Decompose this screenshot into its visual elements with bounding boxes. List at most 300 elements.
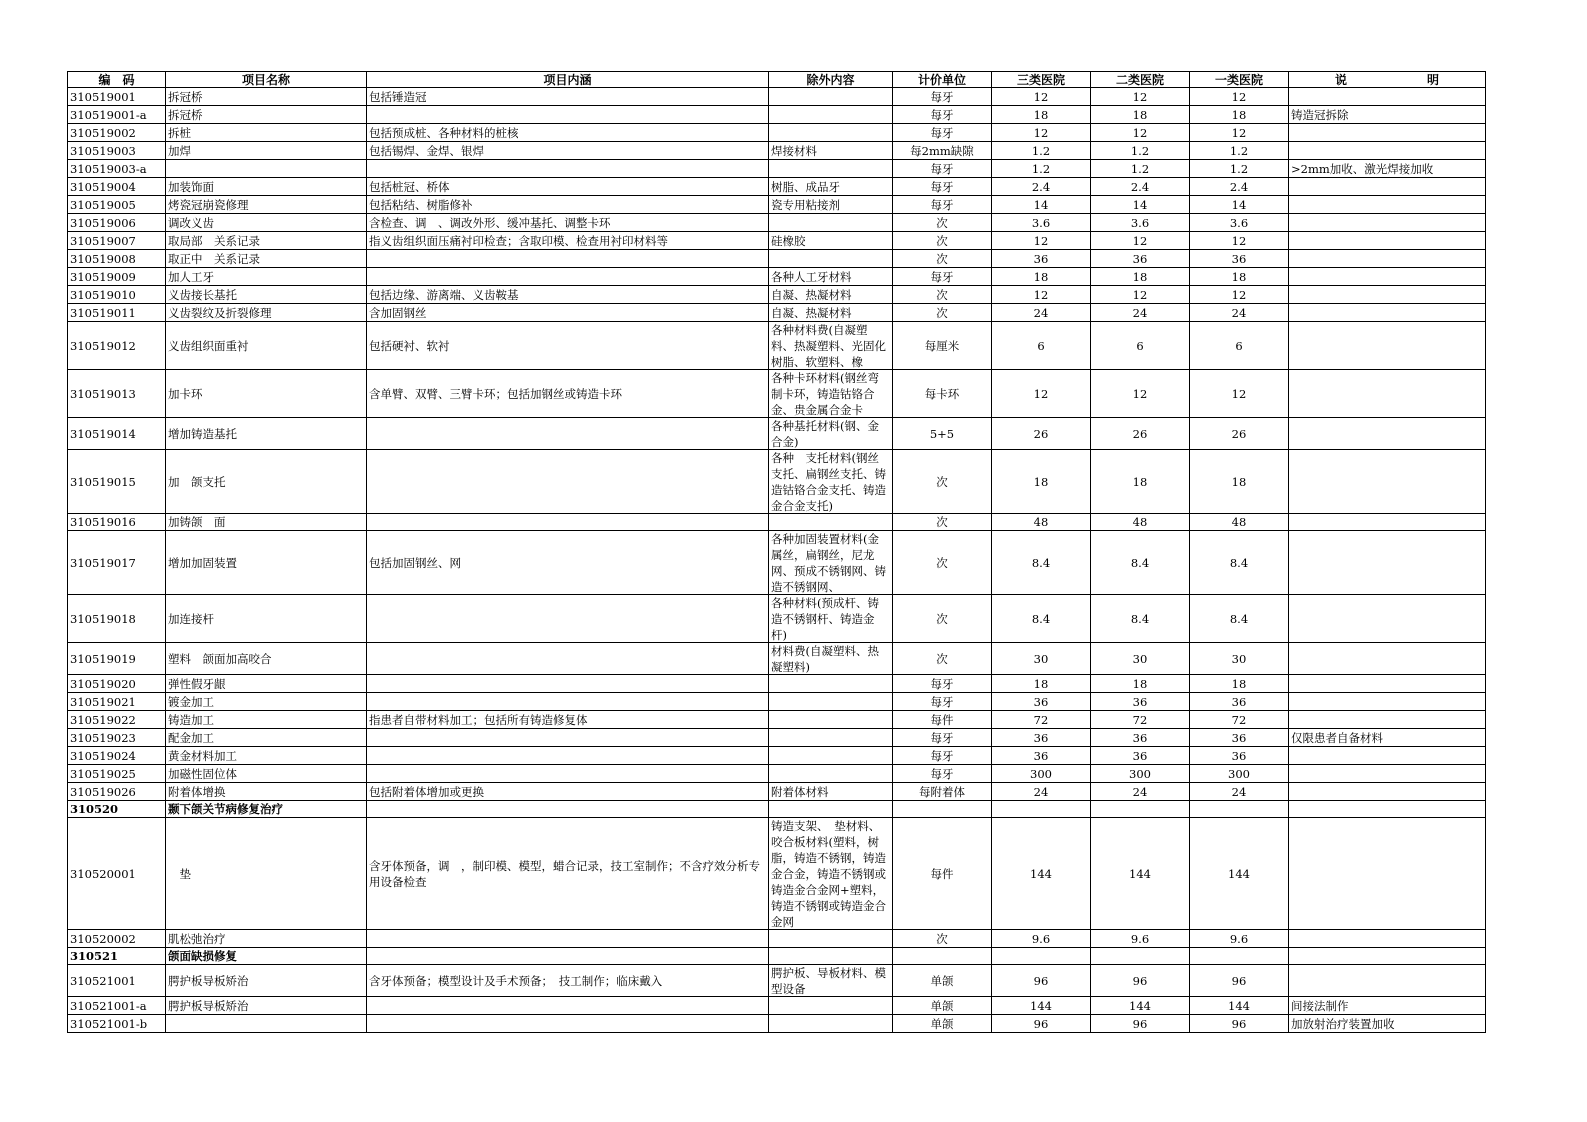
cell-excluded bbox=[769, 595, 893, 643]
cell-price-tier3: 2.4 bbox=[992, 178, 1091, 196]
cell-price-tier2 bbox=[1091, 948, 1190, 965]
cell-price-tier2: 6 bbox=[1091, 322, 1190, 370]
cell-code: 310519005 bbox=[68, 196, 166, 214]
cell-text: 铸造支架、 垫材料、咬合板材料(塑料，树脂，铸造不锈钢，铸造金合金，铸造不锈钢或铸造金合金网+塑料，铸造不锈钢或铸造金合金网 bbox=[771, 819, 886, 929]
cell-name: 调改义齿 bbox=[166, 214, 367, 232]
cell-price-tier1: 96 bbox=[1190, 965, 1289, 997]
cell-content bbox=[367, 106, 769, 124]
cell-price-tier1: 2.4 bbox=[1190, 178, 1289, 196]
cell-name: 义齿接长基托 bbox=[166, 286, 367, 304]
cell-name: 加装饰面 bbox=[166, 178, 367, 196]
cell-price-tier2: 36 bbox=[1091, 250, 1190, 268]
cell-price-tier2: 12 bbox=[1091, 286, 1190, 304]
cell-code: 310519003 bbox=[68, 142, 166, 160]
cell-price-tier1: 300 bbox=[1190, 765, 1289, 783]
cell-name: 烤瓷冠崩瓷修理 bbox=[166, 196, 367, 214]
cell-price-tier2: 144 bbox=[1091, 997, 1190, 1015]
cell-content bbox=[367, 930, 769, 948]
cell-code: 310519011 bbox=[68, 304, 166, 322]
col-header-tier2: 二类医院 bbox=[1091, 72, 1190, 88]
cell-name: 黄金材料加工 bbox=[166, 747, 367, 765]
cell-text: 各种材料(预成杆、铸造不锈钢杆、铸造金杆) bbox=[771, 596, 879, 642]
table-row bbox=[68, 643, 1486, 675]
cell-price-tier1: 18 bbox=[1190, 675, 1289, 693]
cell-price-tier1: 1.2 bbox=[1190, 160, 1289, 178]
table-row bbox=[68, 765, 1486, 783]
col-header-notes bbox=[1289, 72, 1486, 88]
cell-price-tier3: 18 bbox=[992, 675, 1091, 693]
cell-price-tier2: 36 bbox=[1091, 747, 1190, 765]
cell-unit: 次 bbox=[893, 214, 992, 232]
cell-code: 310519004 bbox=[68, 178, 166, 196]
cell-text: 含牙体预备，调 ，制印模、模型，蜡合记录，技工室制作；不含疗效分析专用设备检查 bbox=[369, 858, 760, 889]
cell-content bbox=[367, 801, 769, 818]
table-row bbox=[68, 196, 1486, 214]
cell-code: 310519019 bbox=[68, 643, 166, 675]
cell-name: 弹性假牙龈 bbox=[166, 675, 367, 693]
cell-price-tier3: 36 bbox=[992, 693, 1091, 711]
cell-name: 铸造加工 bbox=[166, 711, 367, 729]
table-row bbox=[68, 783, 1486, 801]
cell-notes bbox=[1289, 818, 1486, 930]
cell-excluded bbox=[769, 531, 893, 595]
cell-name: 拆冠桥 bbox=[166, 88, 367, 106]
cell-price-tier1: 9.6 bbox=[1190, 930, 1289, 948]
cell-price-tier1 bbox=[1190, 801, 1289, 818]
cell-code: 310519001-a bbox=[68, 106, 166, 124]
cell-price-tier1: 12 bbox=[1190, 88, 1289, 106]
cell-content bbox=[367, 160, 769, 178]
cell-notes bbox=[1289, 232, 1486, 250]
cell-unit: 次 bbox=[893, 930, 992, 948]
cell-name: 义齿组织面重衬 bbox=[166, 322, 367, 370]
cell-content bbox=[367, 250, 769, 268]
cell-unit: 每件 bbox=[893, 711, 992, 729]
cell-price-tier2: 36 bbox=[1091, 693, 1190, 711]
cell-unit: 每牙 bbox=[893, 729, 992, 747]
cell-unit: 每牙 bbox=[893, 124, 992, 142]
cell-price-tier1: 36 bbox=[1190, 747, 1289, 765]
cell-price-tier2: 12 bbox=[1091, 124, 1190, 142]
cell-content bbox=[367, 450, 769, 514]
cell-price-tier1: 8.4 bbox=[1190, 595, 1289, 643]
cell-excluded bbox=[769, 818, 893, 930]
cell-price-tier1: 1.2 bbox=[1190, 142, 1289, 160]
cell-price-tier3: 30 bbox=[992, 643, 1091, 675]
cell-excluded bbox=[769, 747, 893, 765]
cell-price-tier2: 8.4 bbox=[1091, 531, 1190, 595]
cell-notes bbox=[1289, 783, 1486, 801]
table-header-row bbox=[68, 72, 1486, 88]
cell-notes bbox=[1289, 643, 1486, 675]
cell-content: 包括边缘、游离端、义齿鞍基 bbox=[367, 286, 769, 304]
cell-excluded bbox=[769, 711, 893, 729]
cell-price-tier2: 9.6 bbox=[1091, 930, 1190, 948]
cell-name: 加 颌支托 bbox=[166, 450, 367, 514]
cell-price-tier3: 9.6 bbox=[992, 930, 1091, 948]
cell-excluded bbox=[769, 322, 893, 370]
cell-unit bbox=[893, 948, 992, 965]
cell-unit: 每牙 bbox=[893, 178, 992, 196]
cell-code: 310520 bbox=[68, 801, 166, 818]
cell-price-tier1: 36 bbox=[1190, 693, 1289, 711]
cell-price-tier2: 18 bbox=[1091, 268, 1190, 286]
cell-price-tier3: 26 bbox=[992, 418, 1091, 450]
cell-name: 取正中 关系记录 bbox=[166, 250, 367, 268]
cell-unit: 每牙 bbox=[893, 88, 992, 106]
cell-price-tier3: 96 bbox=[992, 1015, 1091, 1033]
cell-notes bbox=[1289, 450, 1486, 514]
cell-unit: 次 bbox=[893, 643, 992, 675]
cell-price-tier2: 1.2 bbox=[1091, 160, 1190, 178]
table-row bbox=[68, 965, 1486, 997]
cell-content: 指义齿组织面压痛衬印检查；含取印模、检查用衬印材料等 bbox=[367, 232, 769, 250]
cell-excluded bbox=[769, 729, 893, 747]
cell-price-tier2: 72 bbox=[1091, 711, 1190, 729]
cell-price-tier2: 12 bbox=[1091, 370, 1190, 418]
cell-excluded: 树脂、成品牙 bbox=[769, 178, 893, 196]
cell-content bbox=[367, 595, 769, 643]
cell-code: 310519014 bbox=[68, 418, 166, 450]
cell-excluded bbox=[769, 106, 893, 124]
cell-price-tier2: 12 bbox=[1091, 232, 1190, 250]
table-row bbox=[68, 178, 1486, 196]
cell-price-tier3: 6 bbox=[992, 322, 1091, 370]
cell-content bbox=[367, 729, 769, 747]
cell-code: 310519006 bbox=[68, 214, 166, 232]
cell-price-tier2: 300 bbox=[1091, 765, 1190, 783]
table-row bbox=[68, 675, 1486, 693]
cell-name: 肌松弛治疗 bbox=[166, 930, 367, 948]
cell-excluded bbox=[769, 675, 893, 693]
cell-price-tier1: 14 bbox=[1190, 196, 1289, 214]
cell-excluded bbox=[769, 514, 893, 531]
cell-code: 310519016 bbox=[68, 514, 166, 531]
cell-price-tier2: 18 bbox=[1091, 450, 1190, 514]
cell-price-tier3: 12 bbox=[992, 286, 1091, 304]
cell-content bbox=[367, 948, 769, 965]
cell-price-tier3: 18 bbox=[992, 268, 1091, 286]
col-header-excluded: 除外内容 bbox=[769, 72, 893, 88]
cell-excluded bbox=[769, 370, 893, 418]
cell-name: 加连接杆 bbox=[166, 595, 367, 643]
cell-name: 腭护板导板矫治 bbox=[166, 997, 367, 1015]
cell-price-tier1: 3.6 bbox=[1190, 214, 1289, 232]
cell-unit: 5+5 bbox=[893, 418, 992, 450]
cell-excluded bbox=[769, 643, 893, 675]
cell-price-tier2: 30 bbox=[1091, 643, 1190, 675]
cell-price-tier3: 24 bbox=[992, 304, 1091, 322]
cell-unit: 每牙 bbox=[893, 268, 992, 286]
cell-code: 310521001-b bbox=[68, 1015, 166, 1033]
cell-excluded bbox=[769, 450, 893, 514]
cell-price-tier1: 8.4 bbox=[1190, 531, 1289, 595]
table-row bbox=[68, 711, 1486, 729]
cell-price-tier3: 48 bbox=[992, 514, 1091, 531]
cell-code: 310519017 bbox=[68, 531, 166, 595]
cell-text: 各种卡环材料(钢丝弯制卡环，铸造钴铬合金、贵金属合金卡 bbox=[771, 371, 879, 417]
table-row bbox=[68, 268, 1486, 286]
cell-unit: 次 bbox=[893, 450, 992, 514]
cell-price-tier3: 18 bbox=[992, 106, 1091, 124]
cell-unit: 每附着体 bbox=[893, 783, 992, 801]
cell-name: 增加加固装置 bbox=[166, 531, 367, 595]
table-row bbox=[68, 729, 1486, 747]
cell-price-tier3: 3.6 bbox=[992, 214, 1091, 232]
cell-excluded bbox=[769, 160, 893, 178]
cell-notes bbox=[1289, 304, 1486, 322]
cell-unit: 每牙 bbox=[893, 160, 992, 178]
cell-content bbox=[367, 268, 769, 286]
cell-price-tier1: 18 bbox=[1190, 268, 1289, 286]
cell-code: 310519023 bbox=[68, 729, 166, 747]
cell-notes bbox=[1289, 711, 1486, 729]
cell-price-tier3: 36 bbox=[992, 747, 1091, 765]
cell-notes: 加放射治疗装置加收 bbox=[1289, 1015, 1486, 1033]
cell-price-tier2: 12 bbox=[1091, 88, 1190, 106]
cell-name bbox=[166, 160, 367, 178]
cell-notes bbox=[1289, 418, 1486, 450]
cell-notes bbox=[1289, 801, 1486, 818]
cell-price-tier2: 14 bbox=[1091, 196, 1190, 214]
cell-price-tier1: 18 bbox=[1190, 106, 1289, 124]
cell-name: 取局部 关系记录 bbox=[166, 232, 367, 250]
cell-price-tier1: 12 bbox=[1190, 232, 1289, 250]
cell-unit: 每牙 bbox=[893, 747, 992, 765]
cell-content bbox=[367, 675, 769, 693]
cell-price-tier3: 18 bbox=[992, 450, 1091, 514]
cell-price-tier2 bbox=[1091, 801, 1190, 818]
cell-notes bbox=[1289, 196, 1486, 214]
cell-content: 指患者自带材料加工；包括所有铸造修复体 bbox=[367, 711, 769, 729]
cell-price-tier1: 12 bbox=[1190, 370, 1289, 418]
cell-notes: 仅限患者自备材料 bbox=[1289, 729, 1486, 747]
cell-code: 310519010 bbox=[68, 286, 166, 304]
cell-notes bbox=[1289, 514, 1486, 531]
cell-excluded bbox=[769, 965, 893, 997]
cell-code: 310519015 bbox=[68, 450, 166, 514]
cell-excluded bbox=[769, 1015, 893, 1033]
cell-price-tier2: 96 bbox=[1091, 965, 1190, 997]
cell-code: 310519002 bbox=[68, 124, 166, 142]
cell-name bbox=[166, 1015, 367, 1033]
cell-notes bbox=[1289, 675, 1486, 693]
cell-price-tier3: 12 bbox=[992, 124, 1091, 142]
cell-notes bbox=[1289, 214, 1486, 232]
table-row bbox=[68, 232, 1486, 250]
cell-text: 各种材料费(自凝塑料、热凝塑料、光固化树脂、软塑料、橡 bbox=[771, 323, 886, 369]
cell-excluded: 焊接材料 bbox=[769, 142, 893, 160]
cell-excluded bbox=[769, 214, 893, 232]
cell-content bbox=[367, 693, 769, 711]
cell-price-tier2: 144 bbox=[1091, 818, 1190, 930]
cell-code: 310519013 bbox=[68, 370, 166, 418]
cell-price-tier2: 36 bbox=[1091, 729, 1190, 747]
cell-text: 腭护板、导板材料、模型设备 bbox=[771, 966, 886, 996]
cell-name: 附着体增换 bbox=[166, 783, 367, 801]
cell-excluded bbox=[769, 801, 893, 818]
cell-content bbox=[367, 514, 769, 531]
cell-text: 各种基托材料(钢、金合金) bbox=[771, 419, 879, 449]
cell-text: 包括加固钢丝、网 bbox=[369, 555, 461, 570]
table-row bbox=[68, 370, 1486, 418]
cell-excluded bbox=[769, 948, 893, 965]
cell-name: 垫 bbox=[166, 818, 367, 930]
cell-price-tier3: 300 bbox=[992, 765, 1091, 783]
cell-content: 包括预成桩、各种材料的桩核 bbox=[367, 124, 769, 142]
price-table bbox=[67, 71, 1486, 1033]
cell-code: 310519021 bbox=[68, 693, 166, 711]
cell-notes: 间接法制作 bbox=[1289, 997, 1486, 1015]
cell-name: 拆冠桥 bbox=[166, 106, 367, 124]
cell-unit: 单颌 bbox=[893, 965, 992, 997]
section-row bbox=[68, 948, 1486, 965]
table-row bbox=[68, 214, 1486, 232]
cell-notes bbox=[1289, 531, 1486, 595]
cell-notes bbox=[1289, 948, 1486, 965]
cell-excluded: 自凝、热凝材料 bbox=[769, 304, 893, 322]
cell-name: 颞下颌关节病修复治疗 bbox=[166, 801, 367, 818]
table-row bbox=[68, 250, 1486, 268]
table-row bbox=[68, 106, 1486, 124]
cell-unit: 每牙 bbox=[893, 196, 992, 214]
cell-content: 含加固钢丝 bbox=[367, 304, 769, 322]
cell-content: 含检查、调 、调改外形、缓冲基托、调整卡环 bbox=[367, 214, 769, 232]
table-row bbox=[68, 595, 1486, 643]
cell-code: 310519008 bbox=[68, 250, 166, 268]
cell-name: 加磁性固位体 bbox=[166, 765, 367, 783]
cell-code: 310519009 bbox=[68, 268, 166, 286]
cell-name: 加焊 bbox=[166, 142, 367, 160]
cell-price-tier2: 24 bbox=[1091, 304, 1190, 322]
cell-content: 包括桩冠、桥体 bbox=[367, 178, 769, 196]
cell-price-tier2: 1.2 bbox=[1091, 142, 1190, 160]
cell-text: 材料费(自凝塑料、热凝塑料) bbox=[771, 644, 879, 674]
cell-content: 包括锤造冠 bbox=[367, 88, 769, 106]
table-row bbox=[68, 818, 1486, 930]
col-header-tier1: 一类医院 bbox=[1190, 72, 1289, 88]
table-row bbox=[68, 322, 1486, 370]
cell-notes bbox=[1289, 178, 1486, 196]
cell-unit: 每厘米 bbox=[893, 322, 992, 370]
cell-unit: 每牙 bbox=[893, 693, 992, 711]
cell-content: 包括附着体增加或更换 bbox=[367, 783, 769, 801]
table-row bbox=[68, 142, 1486, 160]
cell-content bbox=[367, 531, 769, 595]
table-row bbox=[68, 418, 1486, 450]
cell-notes: >2mm加收、激光焊接加收 bbox=[1289, 160, 1486, 178]
cell-price-tier2: 3.6 bbox=[1091, 214, 1190, 232]
cell-name: 塑料 颌面加高咬合 bbox=[166, 643, 367, 675]
cell-content bbox=[367, 997, 769, 1015]
cell-unit: 次 bbox=[893, 531, 992, 595]
cell-excluded: 瓷专用粘接剂 bbox=[769, 196, 893, 214]
cell-price-tier3: 24 bbox=[992, 783, 1091, 801]
cell-price-tier3: 12 bbox=[992, 88, 1091, 106]
cell-unit: 每2mm缺隙 bbox=[893, 142, 992, 160]
cell-price-tier2: 96 bbox=[1091, 1015, 1190, 1033]
cell-notes bbox=[1289, 965, 1486, 997]
cell-code: 310519003-a bbox=[68, 160, 166, 178]
cell-price-tier1: 144 bbox=[1190, 818, 1289, 930]
cell-code: 310519018 bbox=[68, 595, 166, 643]
cell-unit: 每牙 bbox=[893, 675, 992, 693]
cell-unit: 次 bbox=[893, 514, 992, 531]
cell-excluded bbox=[769, 930, 893, 948]
cell-notes bbox=[1289, 286, 1486, 304]
cell-price-tier1: 12 bbox=[1190, 124, 1289, 142]
table-row bbox=[68, 160, 1486, 178]
cell-price-tier3: 72 bbox=[992, 711, 1091, 729]
cell-excluded bbox=[769, 250, 893, 268]
cell-unit: 次 bbox=[893, 232, 992, 250]
cell-notes bbox=[1289, 124, 1486, 142]
cell-price-tier3: 1.2 bbox=[992, 160, 1091, 178]
cell-price-tier3: 8.4 bbox=[992, 595, 1091, 643]
cell-excluded bbox=[769, 997, 893, 1015]
cell-price-tier2: 24 bbox=[1091, 783, 1190, 801]
cell-name: 加铸颌 面 bbox=[166, 514, 367, 531]
col-header-tier3: 三类医院 bbox=[992, 72, 1091, 88]
cell-price-tier3: 144 bbox=[992, 818, 1091, 930]
cell-excluded: 附着体材料 bbox=[769, 783, 893, 801]
cell-name: 增加铸造基托 bbox=[166, 418, 367, 450]
cell-text: 各种加固装置材料(金属丝，扁钢丝，尼龙网、预成不锈钢网、铸造不锈钢网、 bbox=[771, 532, 886, 594]
cell-unit: 次 bbox=[893, 250, 992, 268]
cell-unit: 每卡环 bbox=[893, 370, 992, 418]
cell-price-tier1: 36 bbox=[1190, 729, 1289, 747]
cell-unit: 次 bbox=[893, 304, 992, 322]
cell-price-tier2: 18 bbox=[1091, 675, 1190, 693]
cell-price-tier1: 6 bbox=[1190, 322, 1289, 370]
cell-content bbox=[367, 818, 769, 930]
cell-notes bbox=[1289, 142, 1486, 160]
cell-price-tier3: 144 bbox=[992, 997, 1091, 1015]
col-header-code: 编 码 bbox=[68, 72, 166, 88]
cell-price-tier1 bbox=[1190, 948, 1289, 965]
cell-unit: 次 bbox=[893, 286, 992, 304]
cell-price-tier2: 18 bbox=[1091, 106, 1190, 124]
cell-code: 310521001 bbox=[68, 965, 166, 997]
cell-code: 310519007 bbox=[68, 232, 166, 250]
cell-name: 加人工牙 bbox=[166, 268, 367, 286]
cell-price-tier1: 12 bbox=[1190, 286, 1289, 304]
table-row bbox=[68, 286, 1486, 304]
cell-name: 腭护板导板矫治 bbox=[166, 965, 367, 997]
cell-price-tier3: 36 bbox=[992, 250, 1091, 268]
cell-unit: 单颌 bbox=[893, 997, 992, 1015]
cell-code: 310519024 bbox=[68, 747, 166, 765]
cell-unit: 每牙 bbox=[893, 765, 992, 783]
cell-price-tier1: 36 bbox=[1190, 250, 1289, 268]
cell-price-tier2: 26 bbox=[1091, 418, 1190, 450]
table-row bbox=[68, 693, 1486, 711]
cell-price-tier3 bbox=[992, 801, 1091, 818]
cell-content: 包括锡焊、金焊、银焊 bbox=[367, 142, 769, 160]
cell-notes bbox=[1289, 268, 1486, 286]
cell-content bbox=[367, 418, 769, 450]
cell-unit: 每牙 bbox=[893, 106, 992, 124]
cell-price-tier3: 12 bbox=[992, 232, 1091, 250]
cell-content: 包括硬衬、软衬 bbox=[367, 322, 769, 370]
table-row bbox=[68, 124, 1486, 142]
cell-code: 310519025 bbox=[68, 765, 166, 783]
cell-content: 包括粘结、树脂修补 bbox=[367, 196, 769, 214]
cell-price-tier1: 24 bbox=[1190, 304, 1289, 322]
cell-notes bbox=[1289, 930, 1486, 948]
cell-unit: 次 bbox=[893, 595, 992, 643]
cell-name: 颌面缺损修复 bbox=[166, 948, 367, 965]
